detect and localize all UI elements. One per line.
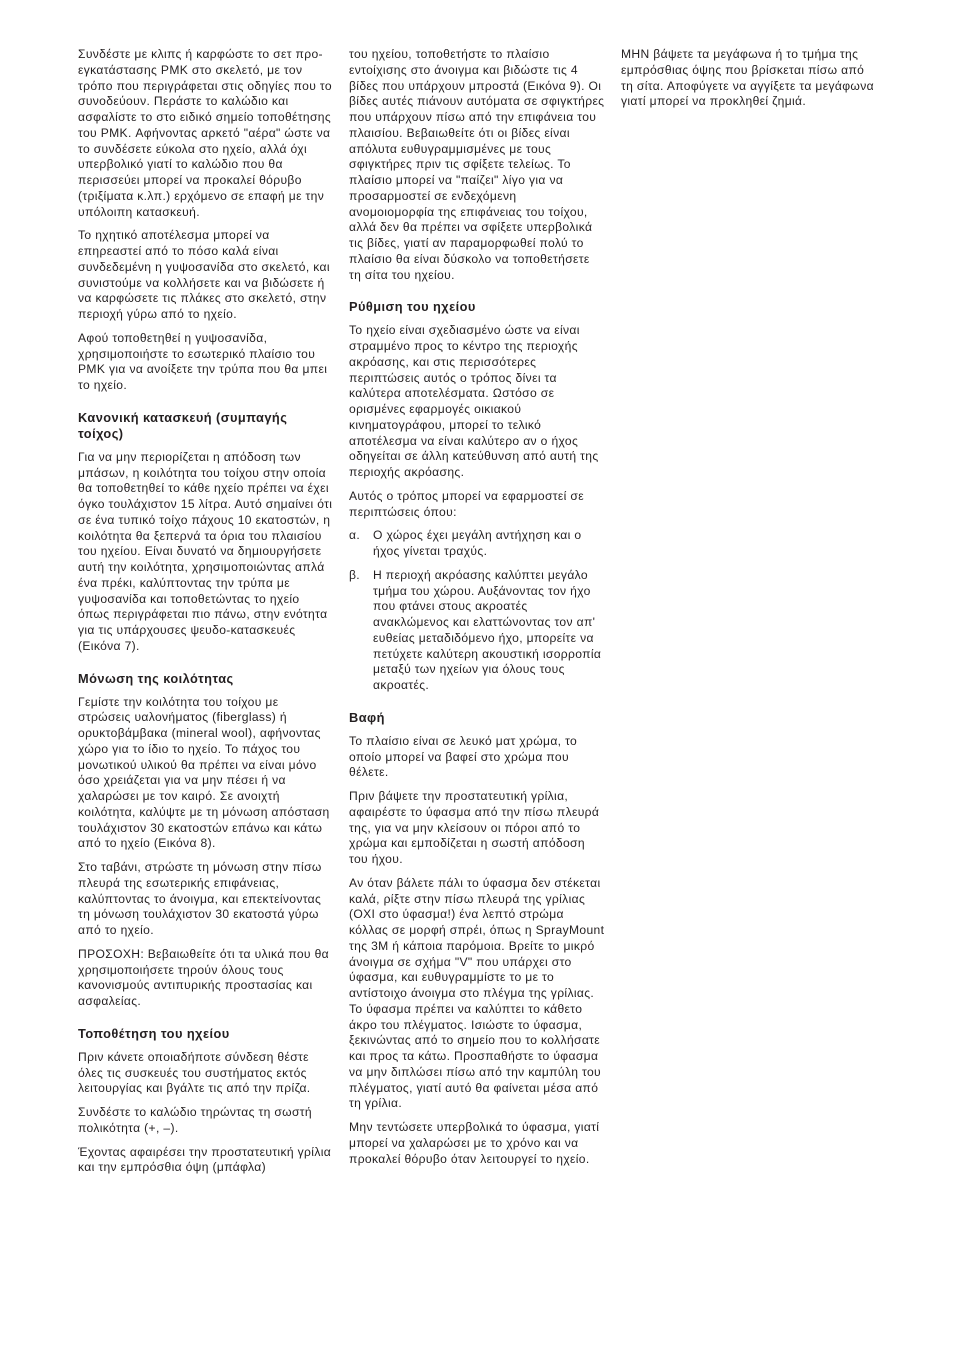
paragraph: Συνδέστε με κλιπς ή καρφώστε το σετ προ-εγκατάστασης PMK στο σκελετό, με τον τρόπο που περιγράφεται στις οδηγίες που το συνοδεύουν. Περάστε το καλώδιο και ασφαλίστε το στο ειδικό σημείο τοποθέτησης του PMK. Αφήνοντας αρκετό "αέρα" ώστε να το συνδέσετε εύκολα στο ηχείο, αλλά όχι υπερβολικό γιατί το καλώδιο που θα περισσεύει μπορεί να προκαλεί θόρυβο (τριξίματα κ.λπ.) ερχόμενο σε επαφή με την υπόλοιπη κατασκευή. (78, 47, 332, 219)
column-2 (349, 47, 605, 1175)
column-3 (621, 47, 877, 118)
list-marker: β. (349, 567, 361, 582)
paragraph: Πριν βάψετε την προστατευτική γρίλια, αφαιρέστε το ύφασμα από την πίσω πλευρά της, για να μην κλείσουν οι πόροι από το χρώμα και εμποδίζεται η σωστή απόδοση του ήχου. (349, 789, 600, 866)
list-item (349, 568, 605, 694)
section-heading: Τοποθέτηση του ηχείου (78, 1025, 230, 1041)
section-heading: Μόνωση της κοιλότητας (78, 670, 234, 686)
paragraph: του ηχείου, τοποθετήστε το πλαίσιο εντοίχισης στο άνοιγμα και βιδώστε τις 4 βίδες που υπάρχουν μπροστά (Εικόνα 9). Οι βίδες αυτές πιάνουν αυτόματα σε σφιγκτήρες που υπάρχουν πίσω από την επιφάνεια του πλαισίου. Βεβαιωθείτε ότι οι βίδες είναι απόλυτα ευθυγραμμισμένες με τους σφιγκτήρες πριν τις σφίξετε τελείως. Το πλαίσιο μπορεί να "παίζει" λίγο για να προσαρμοστεί σε ενδεχόμενη ανομοιομορφία της επιφάνειας του τοίχου, αλλά δεν θα πρέπει να σφίξετε υπερβολικά τις βίδες, γιατί αν παραμορφωθεί πολύ το πλαίσιο θα είναι δύσκολο να τοποθετήσετε τη σίτα του ηχείου. (349, 47, 605, 282)
paragraph: Έχοντας αφαιρέσει την προστατευτική γρίλια και την εμπρόσθια όψη (μπάφλα) (78, 1144, 332, 1175)
paragraph: Γεμίστε την κοιλότητα του τοίχου με στρώσεις υαλονήματος (fiberglass) ή ορυκτοβάμβακα (mineral wool), αφήνοντας χώρο για το ίδιο το ηχείο. Το πάχος του μονωτικού υλικού θα πρέπει να είναι μόνο όσο χρειάζεται για να μην πέσει ή να χαλαρώσει με τον καιρό. Σε ανοιχτή κοιλότητα, καλύψτε με τη μόνωση απόσταση τουλάχιστον 30 εκατοστών επάνω και κάτω από το ηχείο (Εικόνα 8). (78, 694, 330, 851)
section-heading: Βαφή (349, 709, 385, 725)
paragraph: Αν όταν βάλετε πάλι το ύφασμα δεν στέκεται καλά, ρίξτε στην πίσω πλευρά της γρίλιας (ΟΧΙ στο ύφασμα!) ένα λεπτό στρώμα κόλλας σε μορφή σπρέι, όπως η SprayMount της 3M ή κάποια παρόμοια. Βρείτε το μικρό άνοιγμα σε σχήμα "V" που υπάρχει στο ύφασμα, και ευθυγραμμίστε το με το αντίστοιχο άνοιγμα στο πλέγμα της γρίλιας. Το ύφασμα πρέπει να καλύπτει το κάθετο άκρο του πλέγματος. Ισιώστε το ύφασμα, ξεκινώντας από το σημείο που το κολλήσατε και προς τα κάτω. Προσπαθήστε το ύφασμα να μην διπλώσει πίσω από την καμπύλη του πλέγματος, γιατί αυτό θα φαίνεται μέσα από τη γρίλια. (349, 875, 605, 1111)
paragraph: Το ηχείο είναι σχεδιασμένο ώστε να είναι στραμμένο προς το κέντρο της περιοχής ακρόασης, και στις περισσότερες περιπτώσεις αυτός ο τρόπος δίνει τα καλύτερα αποτελέσματα. Ωστόσο σε ορισμένες εφαρμογές οικιακού κινηματογράφου, μπορεί το τελικό αποτέλεσμα να είναι καλύτερο αν ο ήχος οδηγείται σε άλλη κατεύθυνση από αυτή της περιοχής ακρόασης. (349, 323, 599, 479)
paragraph: Στο ταβάνι, στρώστε τη μόνωση στην πίσω πλευρά της εσωτερικής επιφάνειας, καλύπτοντας το άνοιγμα, και επεκτείνοντας τη μόνωση τουλάχιστον 30 εκατοστά γύρω από το ηχείο. (78, 860, 322, 937)
paragraph: Πριν κάνετε οποιαδήποτε σύνδεση θέστε όλες τις συσκευές του συστήματος εκτός λειτουργίας και βγάλτε τις από την πρίζα. (78, 1049, 311, 1096)
paragraph: Για να μην περιορίζεται η απόδοση των μπάσων, η κοιλότητα του τοίχου στην οποία θα τοποθετηθεί το κάθε ηχείο πρέπει να έχει όγκο τουλάχιστον 15 λίτρα. Αυτό σημαίνει ότι σε ένα τυπικό τοίχο πάχους 10 εκατοστών, η κοιλότητα θα ξεπερνά τα όρια του πλαισίου του ηχείου. Είναι δυνατό να δημιουργήσετε αυτή την κοιλότητα, χρησιμοποιώντας απλά ένα πρέκι, καλύπτοντας την τρύπα με γυψοσανίδα και τοποθετώντας το ηχείο όπως περιγράφεται πιο πάνω, στην ενότητα για τις υπάρχουσες ψευδο-κατασκευές (Εικόνα 7). (78, 449, 333, 653)
paragraph: Το πλαίσιο είναι σε λευκό ματ χρώμα, το οποίο μπορεί να βαφεί στο χρώμα που θέλετε. (349, 733, 578, 780)
column-1 (78, 47, 334, 1184)
list-item (349, 528, 605, 560)
list-marker: α. (349, 528, 361, 543)
list-item-text: Η περιοχή ακρόασης καλύπτει μεγάλο τμήμα του χώρου. Αυξάνοντας τον ήχο που φτάνει στους ακροατές ανακλώμενος και ελαττώνοντας τον απ' ευθείας μεταδιδόμενο ήχο, μπορείτε να πετύχετε καλύτερη ακουστική ισορροπία μεταξύ των ηχείων για όλους τους ακροατές. (373, 567, 602, 692)
paragraph: Μην τεντώσετε υπερβολικά το ύφασμα, γιατί μπορεί να χαλαρώσει με το χρόνο και να προκαλεί θόρυβο όταν λειτουργεί το ηχείο. (349, 1120, 600, 1166)
section-heading: Ρύθμιση του ηχείου (349, 299, 476, 315)
paragraph: Αυτός ο τρόπος μπορεί να εφαρμοστεί σε περιπτώσεις όπου: (349, 488, 584, 519)
paragraph: Το ηχητικό αποτέλεσμα μπορεί να επηρεαστεί από το πόσο καλά είναι συνδεδεμένη η γυψοσανίδα στο σκελετό, και συνιστούμε να κολλήσετε και να βιδώσετε ή να καρφώσετε τις πλάκες στο σκελετό, στην περιοχή γύρω από το ηχείο. (78, 228, 330, 321)
warning-paragraph: ΜΗΝ βάψετε τα μεγάφωνα ή το τμήμα της εμπρόσθιας όψης που βρίσκεται πίσω από τη σίτα. Αποφύγετε να αγγίξετε τα μεγάφωνα γιατί μπορεί να προκληθεί ζημιά. (621, 47, 874, 109)
list-item-text: Ο χώρος έχει μεγάλη αντήχηση και ο ήχος γίνεται τραχύς. (373, 528, 582, 558)
section-heading: Κανονική κατασκευή (συμπαγής τοίχος) (78, 409, 288, 441)
paragraph: Αφού τοποθετηθεί η γυψοσανίδα, χρησιμοποιήστε το εσωτερικό πλαίσιο του PMK για να ανοίξετε την τρύπα που θα μπει το ηχείο. (78, 330, 328, 392)
warning-paragraph: ΠΡΟΣΟΧΗ: Βεβαιωθείτε ότι τα υλικά που θα χρησιμοποιήσετε τηρούν όλους τους κανονισμούς αντιπυρικής προστασίας και ασφαλείας. (78, 946, 330, 1008)
paragraph: Συνδέστε το καλώδιο τηρώντας τη σωστή πολικότητα (+, –). (78, 1105, 312, 1135)
